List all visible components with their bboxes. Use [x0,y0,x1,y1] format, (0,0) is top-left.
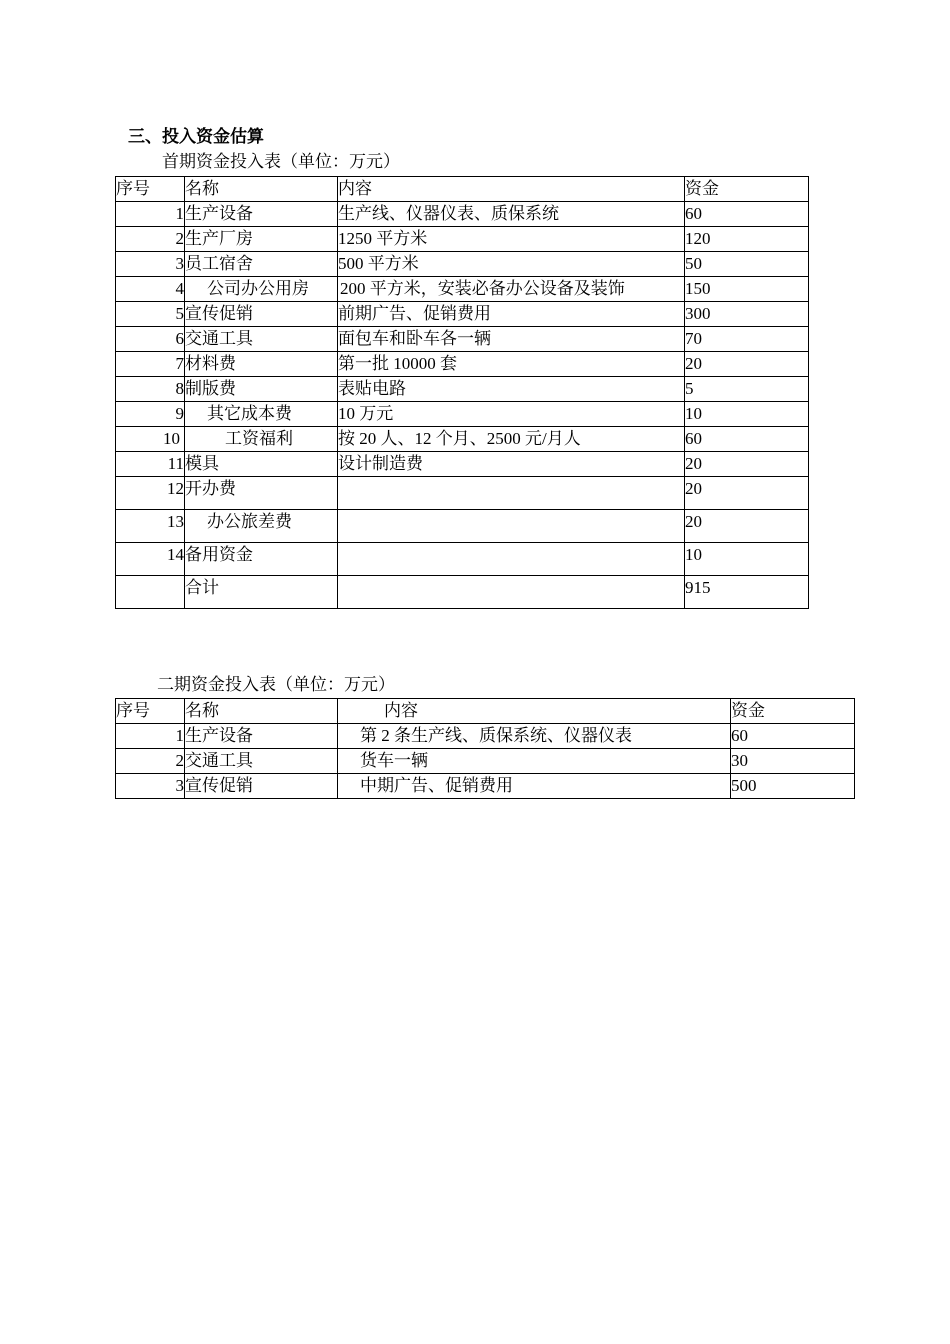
header-seq: 序号 [116,699,185,724]
cell-amount: 20 [685,452,809,477]
cell-content: 中期广告、促销费用 [338,774,731,799]
header-seq: 序号 [116,177,185,202]
cell-amount: 10 [685,543,809,576]
table-row [116,452,809,477]
cell-amount: 10 [685,402,809,427]
cell-content: 前期广告、促销费用 [338,302,685,327]
cell-content: 按 20 人、12 个月、2500 元/月人 [338,427,685,452]
table-row [116,749,855,774]
section-title: 三、投入资金估算 [128,127,264,147]
cell-seq: 2 [116,749,185,774]
cell-name: 办公旅差费 [185,510,338,543]
first-phase-investment-table [115,176,809,609]
cell-name: 材料费 [185,352,338,377]
table-header-row [116,699,855,724]
cell-seq: 2 [116,227,185,252]
cell-amount: 70 [685,327,809,352]
cell-name: 生产厂房 [185,227,338,252]
table-total-row [116,576,809,609]
cell-content [338,510,685,543]
cell-name: 宣传促销 [185,774,338,799]
cell-seq: 13 [116,510,185,543]
total-seq [116,576,185,609]
cell-amount: 60 [685,427,809,452]
cell-seq: 14 [116,543,185,576]
cell-seq: 6 [116,327,185,352]
cell-content: 1250 平方米 [338,227,685,252]
cell-amount: 150 [685,277,809,302]
table-row [116,543,809,576]
table-row [116,327,809,352]
cell-seq: 3 [116,252,185,277]
table-row [116,427,809,452]
cell-amount: 500 [731,774,855,799]
cell-content: 货车一辆 [338,749,731,774]
cell-seq: 9 [116,402,185,427]
table1-caption: 首期资金投入表（单位：万元） [162,152,400,171]
cell-seq: 4 [116,277,185,302]
cell-name: 生产设备 [185,202,338,227]
cell-content: 表贴电路 [338,377,685,402]
total-label: 合计 [185,576,338,609]
table-row [116,302,809,327]
table2-caption: 二期资金投入表（单位：万元） [157,675,395,694]
cell-amount: 20 [685,510,809,543]
cell-seq: 8 [116,377,185,402]
table-row [116,277,809,302]
cell-name: 工资福利 [185,427,338,452]
header-name: 名称 [185,177,338,202]
cell-name: 交通工具 [185,327,338,352]
cell-name: 员工宿舍 [185,252,338,277]
cell-seq: 7 [116,352,185,377]
cell-seq: 1 [116,724,185,749]
table-row [116,202,809,227]
cell-amount: 30 [731,749,855,774]
cell-content [338,477,685,510]
cell-content [338,543,685,576]
cell-amount: 20 [685,477,809,510]
header-amount: 资金 [731,699,855,724]
cell-content: 生产线、仪器仪表、质保系统 [338,202,685,227]
cell-name: 生产设备 [185,724,338,749]
cell-amount: 5 [685,377,809,402]
table-row [116,352,809,377]
cell-name: 备用资金 [185,543,338,576]
table-row [116,377,809,402]
cell-amount: 60 [731,724,855,749]
cell-content: 10 万元 [338,402,685,427]
cell-seq: 11 [116,452,185,477]
cell-seq: 10 [116,427,185,452]
cell-amount: 50 [685,252,809,277]
table-row [116,402,809,427]
header-amount: 资金 [685,177,809,202]
table-row [116,252,809,277]
cell-amount: 120 [685,227,809,252]
cell-name: 模具 [185,452,338,477]
table-header-row [116,177,809,202]
total-content [338,576,685,609]
header-content: 内容 [338,177,685,202]
total-amount: 915 [685,576,809,609]
cell-content: 500 平方米 [338,252,685,277]
cell-seq: 1 [116,202,185,227]
cell-content: 200 平方米，安装必备办公设备及装饰 [338,277,685,302]
cell-content: 第 2 条生产线、质保系统、仪器仪表 [338,724,731,749]
table-row [116,227,809,252]
cell-content: 设计制造费 [338,452,685,477]
cell-seq: 12 [116,477,185,510]
cell-amount: 20 [685,352,809,377]
header-content: 内容 [338,699,731,724]
table-row [116,477,809,510]
cell-name: 交通工具 [185,749,338,774]
cell-name: 制版费 [185,377,338,402]
cell-content: 面包车和卧车各一辆 [338,327,685,352]
cell-name: 公司办公用房 [185,277,338,302]
table-row [116,774,855,799]
cell-content: 第一批 10000 套 [338,352,685,377]
second-phase-investment-table [115,698,855,799]
cell-seq: 5 [116,302,185,327]
header-name: 名称 [185,699,338,724]
cell-amount: 60 [685,202,809,227]
cell-name: 宣传促销 [185,302,338,327]
table-row [116,510,809,543]
cell-amount: 300 [685,302,809,327]
cell-name: 其它成本费 [185,402,338,427]
cell-name: 开办费 [185,477,338,510]
table-row [116,724,855,749]
cell-seq: 3 [116,774,185,799]
